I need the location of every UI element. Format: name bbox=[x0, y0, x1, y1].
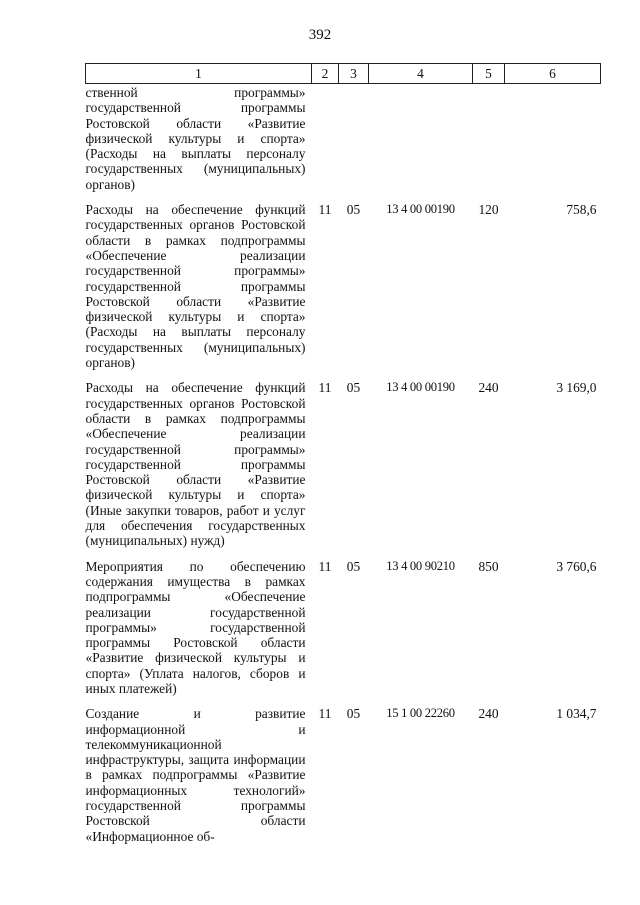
row-description: ственной программы» государственной программы Ростовской области «Развитие физической культуры и спорта» (Расходы на выплаты персоналу государственных (муниципальных) органов) bbox=[85, 85, 306, 192]
header-col-section: 2 bbox=[312, 64, 339, 84]
header-col-subsection: 3 bbox=[339, 64, 369, 84]
row-target-article: 13 4 00 00190 bbox=[386, 202, 455, 217]
table-row bbox=[86, 549, 601, 697]
row-target-article: 15 1 00 22260 bbox=[386, 706, 455, 721]
row-subsection: 05 bbox=[346, 380, 361, 396]
row-description: Мероприятия по обеспечению содержания имущества в рамках подпрограммы «Обеспечение реализации государственной программы» государственной программы Ростовской области «Развитие физической культуры и спорта» (Уплата налогов, сборов и иных платежей) bbox=[85, 558, 306, 696]
row-expense-type bbox=[473, 84, 505, 193]
row-section bbox=[312, 84, 339, 193]
row-target-article bbox=[369, 84, 473, 193]
row-section: 11 bbox=[318, 558, 332, 574]
header-col-expense-type: 5 bbox=[473, 64, 505, 84]
row-target-article: 13 4 00 90210 bbox=[386, 558, 455, 573]
table-row bbox=[86, 84, 601, 193]
row-expense-type: 120 bbox=[478, 202, 499, 218]
row-amount: 3 169,0 bbox=[556, 380, 597, 396]
table-row bbox=[86, 192, 601, 370]
table-header bbox=[86, 64, 601, 84]
row-description: Расходы на обеспечение функций государственных органов Ростовской области в рамках подпрограммы «Обеспечение реализации государственной программы» государственной программы Ростовской области «Развитие физической культуры и спорта» (Расходы на выплаты персоналу государственных (муниципальных) органов) bbox=[85, 202, 306, 371]
row-amount: 1 034,7 bbox=[556, 706, 597, 722]
header-col-amount: 6 bbox=[505, 64, 601, 84]
row-expense-type: 850 bbox=[478, 558, 499, 574]
row-subsection: 05 bbox=[346, 202, 361, 218]
table-row bbox=[86, 370, 601, 548]
row-section: 11 bbox=[318, 380, 332, 396]
row-expense-type: 240 bbox=[478, 380, 499, 396]
page-number: 392 bbox=[308, 27, 332, 43]
row-target-article: 13 4 00 00190 bbox=[386, 380, 455, 395]
table-row bbox=[86, 696, 601, 844]
row-description: Создание и развитие информационной и телекоммуникационной инфраструктуры, защита информации в рамках подпрограммы «Развитие информационных технологий» государственной программы Ростовской области «Информационное об- bbox=[85, 706, 306, 844]
row-subsection: 05 bbox=[346, 706, 361, 722]
budget-table bbox=[85, 63, 601, 844]
row-expense-type: 240 bbox=[478, 706, 499, 722]
row-section: 11 bbox=[318, 202, 332, 218]
row-subsection: 05 bbox=[346, 558, 361, 574]
header-col-description: 1 bbox=[86, 64, 312, 84]
row-amount bbox=[505, 84, 601, 193]
row-section: 11 bbox=[318, 706, 332, 722]
header-col-target-article: 4 bbox=[369, 64, 473, 84]
row-subsection bbox=[339, 84, 369, 193]
table-body bbox=[86, 84, 601, 844]
row-amount: 3 760,6 bbox=[556, 558, 597, 574]
row-amount: 758,6 bbox=[566, 202, 597, 218]
header-row bbox=[86, 64, 601, 84]
row-description: Расходы на обеспечение функций государственных органов Ростовской области в рамках подпрограммы «Обеспечение реализации государственной программы» государственной программы Ростовской области «Развитие физической культуры и спорта» (Иные закупки товаров, работ и услуг для обеспечения государственных (муниципальных) нужд) bbox=[85, 380, 306, 549]
